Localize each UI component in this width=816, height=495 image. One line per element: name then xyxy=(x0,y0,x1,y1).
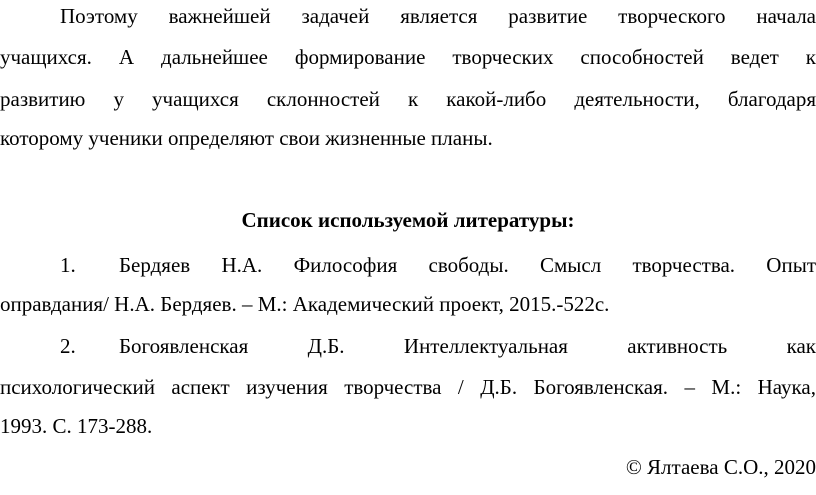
reference-number-2: 2. xyxy=(60,334,76,358)
reference-number-1: 1. xyxy=(60,253,76,277)
reference-1-line-1: Бердяев Н.А. Философия свободы. Смысл творчества. Опыт xyxy=(119,253,816,277)
paragraph-line-2: учащихся. А дальнейшее формирование творческих способностей ведет к xyxy=(0,45,816,69)
reference-2-line-2: психологический аспект изучения творчества / Д.Б. Богоявленская. – М.: Наука, xyxy=(0,375,816,399)
references-heading: Список используемой литературы: xyxy=(241,208,575,232)
copyright-notice: © Ялтаева С.О., 2020 xyxy=(625,455,816,479)
reference-2-line-1: Богоявленская Д.Б. Интеллектуальная активность как xyxy=(119,334,816,358)
reference-2-line-3: 1993. С. 173-288. xyxy=(0,414,153,438)
paragraph-line-4: которому ученики определяют свои жизненные планы. xyxy=(0,126,493,150)
reference-1-line-2: оправдания/ Н.А. Бердяев. – М.: Академический проект, 2015.-522с. xyxy=(0,292,610,316)
paragraph-line-1: Поэтому важнейшей задачей является развитие творческого начала xyxy=(60,4,816,28)
paragraph-line-3: развитию у учащихся склонностей к какой-либо деятельности, благодаря xyxy=(0,87,816,111)
